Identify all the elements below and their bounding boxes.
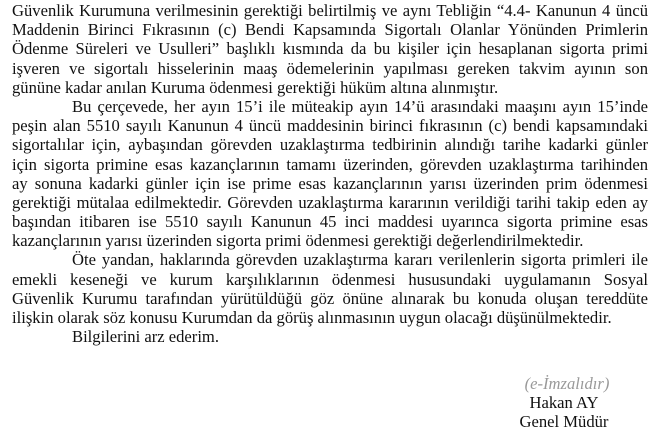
paragraph-4 [12, 327, 648, 346]
text-line: başından itibaren ise 5510 sayılı Kanunun 45 inci maddesi uyarınca sigorta primine esas [12, 212, 648, 232]
text-line: gününe kadar anılan Kuruma ödenmesi gerektiği hüküm altına alınmıştır. [12, 77, 499, 97]
text-line: Ödenme Süreleri ve Usulleri” başlıklı kısmında da bu kişiler için hesaplanan sigorta primi [12, 39, 648, 59]
text-line: peşin alan 5510 sayılı Kanunun 4 üncü maddesinin birinci fıkrasının (c) bendi kapsamındaki [12, 116, 648, 136]
document-body [12, 1, 648, 346]
text-line: Güvenlik Kurumu tarafından yürütüldüğü göz önüne alınarak bu konuda oluşan tereddüte [12, 288, 648, 308]
paragraph-3 [12, 250, 648, 327]
closing-line: Bilgilerini arz ederim. [72, 327, 219, 347]
paragraph-1 [12, 1, 648, 97]
text-line: Maddenin Birinci Fıkrasının (c) Bendi Kapsamında Sigortalı Olanlar Yönünden Primlerin [12, 20, 648, 40]
text-line: için sigorta primine esas kazançlarının tamamı üzerinden, görevden uzaklaştırma tarihinden [12, 154, 648, 174]
signer-title: Genel Müdür [519, 412, 609, 431]
text-line: emekli keseneği ve kurum karşılıklarının ödenmesi hususundaki uygulamanın Sosyal [12, 269, 648, 289]
text-line: işveren ve sigortalı hisselerinin maaş ödemelerinin yapılması gereken takvim ayının son [12, 58, 648, 78]
text-line: Güvenlik Kurumuna verilmesinin gerektiği belirtilmiş ve aynı Tebliğin “4.4- Kanunun 4 üncü [12, 1, 648, 20]
text-line: Bu çerçevede, her ayın 15’i ile müteakip ayın 14’ü arasındaki maaşını ayın 15’inde [72, 96, 648, 116]
text-line: gerektiği mütalaa edilmektedir. Görevden uzaklaştırma kararının verildiği tarihi takip eden ay [12, 192, 648, 212]
text-line: kazançlarının yarısı üzerinden sigorta primi ödenmesi gerektiği değerlendirilmektedir. [12, 231, 584, 251]
text-line: Öte yandan, haklarında görevden uzaklaştırma kararı verilenlerin sigorta primleri ile [72, 250, 648, 270]
text-line: ilişkin olarak söz konusu Kurumdan da görüş alınmasının uygun olacağı düşünülmektedir. [12, 308, 612, 327]
text-line: sigortalılar için, aybaşından görevden uzaklaştırma tedbirinin alındığı tarihe kadarki günler [12, 135, 648, 155]
signature-block [494, 374, 634, 431]
signer-name: Hakan AY [529, 393, 599, 412]
e-signature-note: (e-İmzalıdır) [524, 374, 610, 393]
paragraph-2 [12, 97, 648, 251]
text-line: ay sonuna kadarki günler için ise prime esas kazançlarının yarısı üzerinden prim ödenmesi [12, 173, 648, 193]
